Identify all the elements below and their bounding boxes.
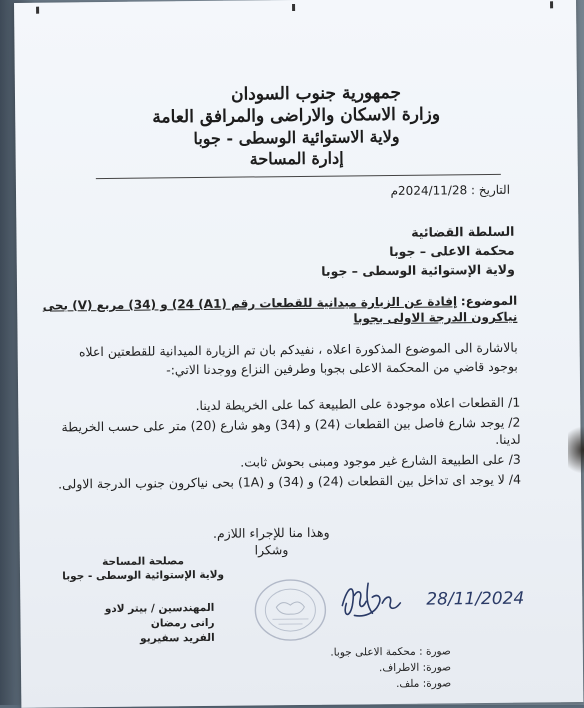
- header-divider: [96, 174, 501, 179]
- finding-item: 3/ على الطبيعة الشارع غير موجود ومبنى بحوش ثابت.: [240, 451, 521, 470]
- letterhead-state: ولاية الاستوائية الوسطى - جوبا: [193, 126, 400, 149]
- engineer-name: الفريد سفيريو: [140, 631, 215, 645]
- handwritten-date: 28/11/2024: [426, 588, 525, 610]
- subject-label: الموضوع:: [460, 293, 518, 309]
- addressee-line: ولاية الإستوائية الوسطى – جوبا: [321, 261, 515, 279]
- copy-recipient: صورة: الاطراف.: [378, 661, 452, 675]
- letterhead-ministry: وزارة الاسكان والاراضى والمرافق العامة: [152, 104, 441, 128]
- finding-item: 4/ لا يوجد اى تداخل بين القطعات (24) و (34) و (1A) بحى نياكرون جنوب الدرجة الاولى.: [58, 471, 522, 492]
- subject-line: [39, 293, 517, 330]
- staple-mark: [292, 4, 295, 11]
- finding-item: 1/ القطعات اعلاه موجودة على الطبيعة كما على الخريطة لدينا.: [195, 394, 521, 414]
- engineer-name: المهندسين / بيتر لادو: [104, 601, 215, 616]
- office-name: مصلحة المساحة: [101, 555, 184, 569]
- engineers-list: [105, 601, 215, 647]
- staple-mark: [550, 1, 553, 8]
- copy-recipient: صورة: ملف.: [395, 677, 452, 690]
- subject-text: إفادة عن الزيارة ميدانية للقطعات رقم (A1) 24) و (34) مربع (V) بحى نياكرون الدرجة الاولى بجوبا: [42, 294, 518, 326]
- addressee-line: محكمة الاعلى – جوبا: [389, 242, 515, 260]
- addressee-line: السلطة القضائية: [411, 223, 515, 240]
- issuing-office: [62, 554, 224, 584]
- closing-remarks: [213, 524, 330, 559]
- letterhead-department: إدارة المساحة: [249, 148, 344, 169]
- official-stamp: [252, 577, 329, 644]
- hand-shadow: [568, 420, 584, 480]
- copies-list: [330, 643, 451, 692]
- engineer-name: رانى رمضان: [150, 616, 215, 630]
- addressee-block: [321, 222, 515, 281]
- office-state: ولاية الإستوائية الوسطى - جوبا: [62, 568, 225, 583]
- findings-list: [48, 394, 521, 496]
- finding-item: 2/ يوجد شارع فاصل بين القطعات (24) و (34) وهو شارع (20) متر على حسب الخريطة لدينا.: [61, 414, 521, 447]
- closing-thanks: وشكرا: [254, 542, 289, 558]
- closing-line: وهذا منا للإجراء اللازم.: [212, 524, 330, 541]
- document-page: [14, 0, 583, 708]
- letterhead-country: جمهورية جنوب السودان: [230, 82, 402, 105]
- handwritten-signature: [334, 574, 525, 622]
- copy-recipient: صورة : محكمة الاعلى جوبا.: [330, 645, 451, 659]
- staple-mark: [36, 7, 39, 14]
- letter-date: التاريخ : 2024/11/28م: [390, 182, 511, 199]
- letterhead: [15, 81, 578, 171]
- intro-paragraph: بالاشارة الى الموضوع المذكورة اعلاه ، نفيدكم بان تم الزيارة الميدانية للقطعتين اعلاه بوجود قاضي من المحكمة الاعلى بجوبا وطرفين النزاع ووجدنا الاتي:-: [78, 339, 518, 378]
